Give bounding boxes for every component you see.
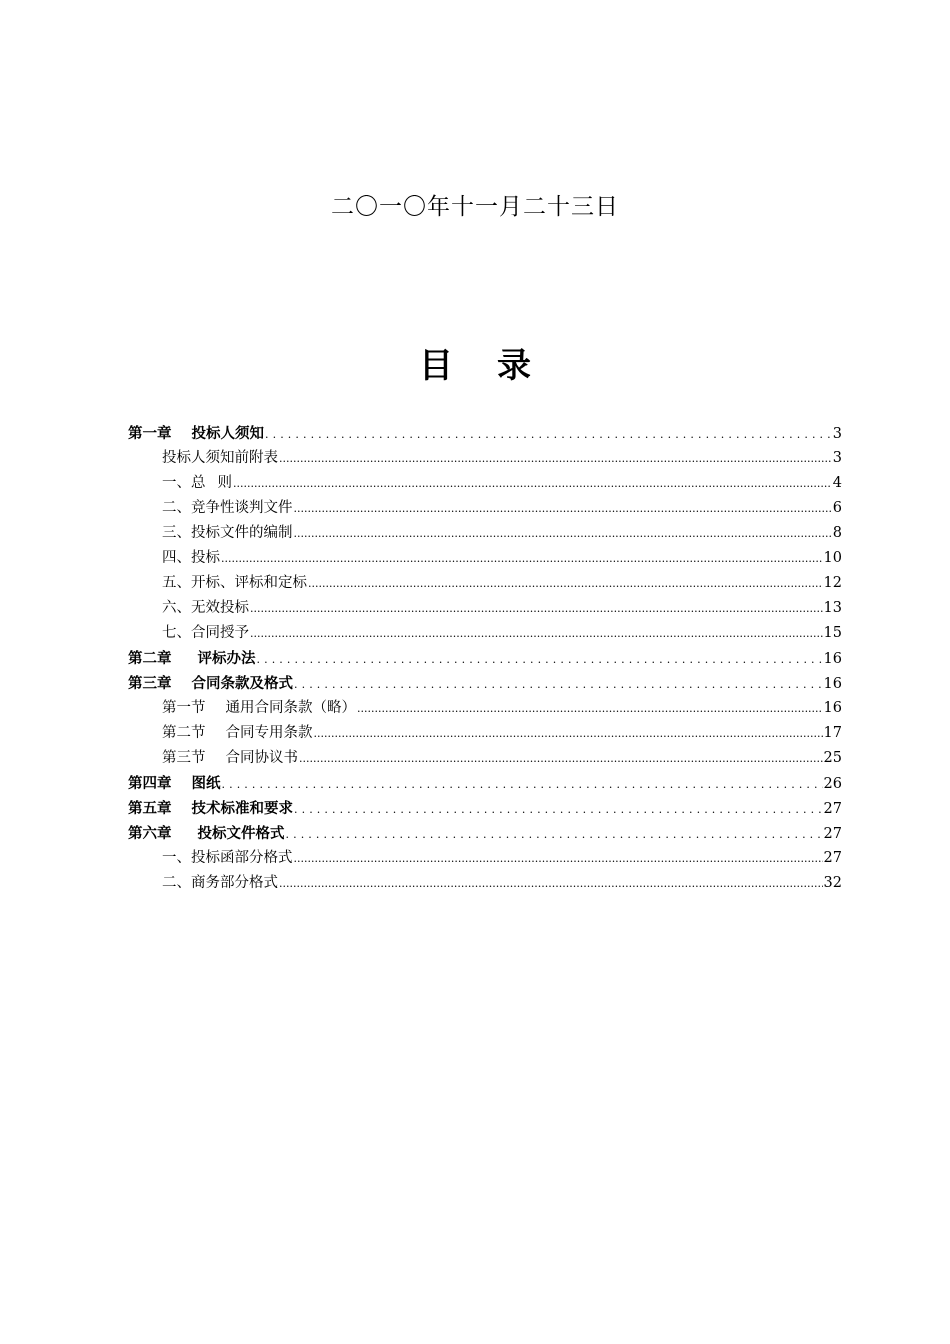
toc-entry-text: 五、开标、评标和定标 — [162, 575, 307, 591]
toc-entry-chapter-3[interactable] — [128, 671, 842, 696]
toc-entry-text: 二、竞争性谈判文件 — [162, 500, 293, 516]
toc-leader-dots — [294, 846, 823, 871]
toc-leader-dots — [250, 621, 823, 646]
toc-entry-text: 评标办法 — [197, 650, 256, 667]
toc-leader-dots — [299, 746, 823, 771]
toc-entry-page: 15 — [823, 625, 842, 641]
toc-leader-dots — [294, 797, 823, 822]
toc-entry-text: 四、投标 — [162, 550, 220, 566]
toc-leader-dots — [279, 871, 823, 896]
toc-entry-chapter-5[interactable] — [128, 796, 842, 821]
toc-entry-page: 16 — [823, 700, 842, 716]
toc-entry-section-2[interactable] — [128, 721, 842, 746]
toc-title-char-2: 录 — [497, 346, 531, 386]
document-date: 二〇一〇年十一月二十三日 — [331, 194, 619, 220]
toc-entry-label: 第一章 — [128, 425, 172, 442]
toc-entry-chapter-4[interactable] — [128, 771, 842, 796]
toc-entry-page: 4 — [832, 475, 842, 491]
toc-entry-page: 26 — [823, 776, 842, 792]
toc-leader-dots — [221, 546, 823, 571]
toc-leader-dots — [265, 422, 831, 447]
toc-entry-page: 8 — [832, 525, 842, 541]
toc-leader-dots — [257, 647, 823, 672]
toc-entry-negotiation-docs[interactable] — [128, 496, 842, 521]
toc-entry-bidder-notice-table[interactable] — [128, 446, 842, 471]
toc-entry-section-1[interactable] — [128, 696, 842, 721]
toc-leader-dots — [250, 596, 823, 621]
toc-leader-dots — [222, 772, 823, 797]
toc-entry-page: 3 — [832, 426, 842, 442]
toc-entry-chapter-2[interactable] — [128, 646, 842, 671]
toc-entry-text: 技术标准和要求 — [191, 800, 293, 817]
toc-entry-label: 第六章 — [128, 825, 172, 842]
toc-entry-text: 七、合同授予 — [162, 625, 249, 641]
toc-entry-text: 通用合同条款（略） — [225, 700, 356, 716]
toc-leader-dots — [308, 571, 823, 596]
toc-entry-label: 第一节 — [162, 700, 206, 716]
toc-entry-label: 一、总 — [162, 475, 206, 491]
toc-entry-bid-preparation[interactable] — [128, 521, 842, 546]
toc-leader-dots — [314, 721, 823, 746]
toc-entry-label: 第二节 — [162, 725, 206, 741]
toc-entry-commercial-format[interactable] — [128, 871, 842, 896]
toc-entry-page: 27 — [823, 826, 842, 842]
toc-entry-invalid-bids[interactable] — [128, 596, 842, 621]
toc-entry-page: 13 — [823, 600, 842, 616]
toc-entry-page: 27 — [823, 850, 842, 866]
toc-entry-text: 投标文件格式 — [197, 825, 285, 842]
toc-entry-page: 16 — [823, 676, 842, 692]
toc-entry-page: 12 — [823, 575, 842, 591]
toc-title — [0, 338, 950, 387]
toc-entry-text: 合同专用条款 — [225, 725, 313, 741]
toc-leader-dots — [233, 471, 831, 496]
toc-entry-contract-award[interactable] — [128, 621, 842, 646]
toc-entry-text: 合同协议书 — [225, 750, 298, 766]
toc-entry-general[interactable] — [128, 471, 842, 496]
toc-entry-page: 16 — [823, 651, 842, 667]
toc-entry-text: 则 — [217, 475, 232, 491]
toc-leader-dots — [294, 496, 832, 521]
toc-entry-page: 10 — [823, 550, 842, 566]
toc-entry-page: 25 — [823, 750, 842, 766]
toc-entry-page: 6 — [832, 500, 842, 516]
toc-entry-label: 第三节 — [162, 750, 206, 766]
toc-leader-dots — [294, 672, 823, 697]
toc-entry-text: 二、商务部分格式 — [162, 875, 278, 891]
toc-entry-label: 第五章 — [128, 800, 172, 817]
toc-entry-text: 三、投标文件的编制 — [162, 525, 293, 541]
toc-entry-page: 17 — [823, 725, 842, 741]
toc-entry-text: 一、投标函部分格式 — [162, 850, 293, 866]
toc-entry-chapter-6[interactable] — [128, 821, 842, 846]
toc-entry-text: 投标人须知前附表 — [162, 450, 278, 466]
toc-entry-text: 投标人须知 — [191, 425, 264, 442]
toc-entry-text: 图纸 — [191, 775, 221, 792]
toc-title-char-1: 目 — [419, 346, 453, 386]
toc-leader-dots — [286, 822, 823, 847]
toc-entry-text: 合同条款及格式 — [191, 675, 293, 692]
toc-entry-page: 32 — [823, 875, 842, 891]
toc-entry-page: 27 — [823, 801, 842, 817]
toc-entry-page: 3 — [832, 450, 842, 466]
toc-leader-dots — [294, 521, 832, 546]
toc-entry-label: 第四章 — [128, 775, 172, 792]
toc-entry-section-3[interactable] — [128, 746, 842, 771]
toc-leader-dots — [279, 446, 831, 471]
toc-entry-bidding[interactable] — [128, 546, 842, 571]
toc-entry-bid-letter-format[interactable] — [128, 846, 842, 871]
toc-entry-label: 第三章 — [128, 675, 172, 692]
toc-entry-text: 六、无效投标 — [162, 600, 249, 616]
toc-leader-dots — [357, 696, 823, 721]
toc-entry-label: 第二章 — [128, 650, 172, 667]
toc-entry-opening-evaluation[interactable] — [128, 571, 842, 596]
toc-entry-chapter-1[interactable] — [128, 421, 842, 446]
table-of-contents — [128, 421, 842, 896]
